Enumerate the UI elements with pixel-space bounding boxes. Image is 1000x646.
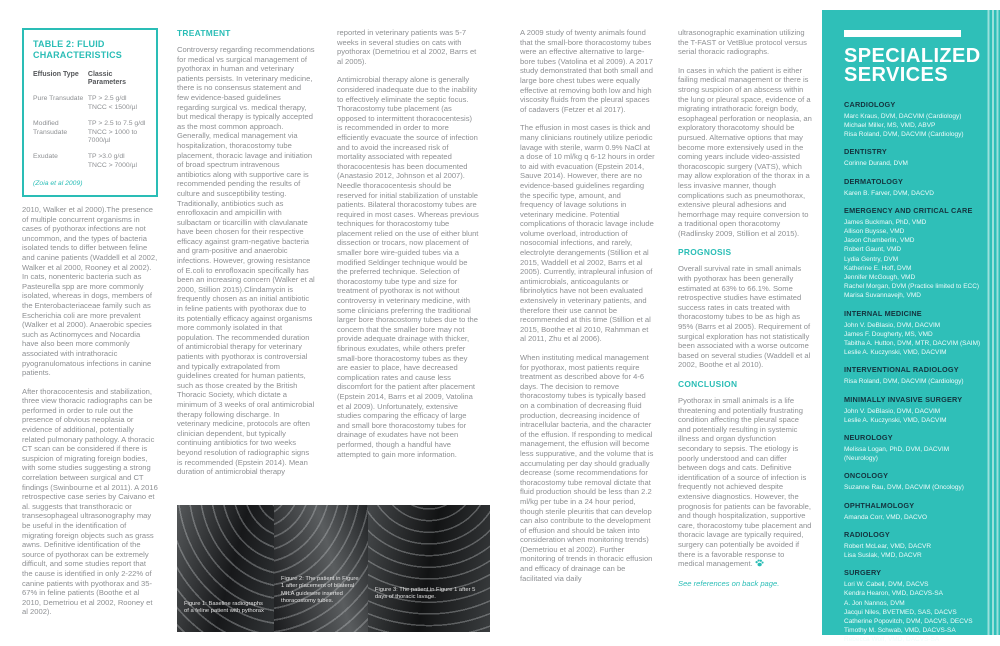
classic-parameters-cell	[88, 153, 150, 171]
body-paragraph: Pyothorax in small animals is a life threatening and potentially frustrating condition affecting the pleural space and potentially resulting in systemic illness and organ dysfunction secondary to sepsis. The etiology is poorly understood and can differ between dogs and cats. Definitive identification of a source of infection is frequently not achieved despite extensive diagnostics. However, the prognosis for patients can be favorable, and though hospitalization, supportive care, thoracostomy tube placement and thoracic lavage are typically required, surgery can potentially be avoided if there is a favorable response to medical management.	[678, 396, 812, 569]
sidebar-section-heading: OPHTHALMOLOGY	[844, 500, 915, 510]
sidebar-section-heading: CARDIOLOGY	[844, 99, 896, 109]
reference-note: See references on back page.	[678, 578, 780, 588]
doctor-name: Robert McLear, VMD, DACVR	[844, 542, 932, 550]
parameter-line: TNCC < 1500/µl	[87, 103, 137, 111]
section-heading: PROGNOSIS	[678, 247, 732, 258]
sidebar-section-heading: SURGERY	[844, 568, 882, 578]
article-column-3	[337, 28, 479, 468]
section-heading: CONCLUSION	[678, 379, 738, 389]
body-paragraph: In cases in which the patient is either failing medical management or there is strong suspicion of an abscess within the lung or pleural space, evidence of a migrating intrathoracic foreign body, esophageal perforation or neoplasia, an exploratory thoracotomy should be pursued. Alternative options that may become more extensively used in the coming years include video-assisted thoracoscopic surgery (VATS), which may allow exploration of the thorax in a less invasive manner, though complications such as pneumothorax, extensive pleural adhesions and hemorrhage may require conversion to a traditional open thoracotomy (Radlinsky 2009, Stillion et al 2015).	[678, 65, 812, 238]
sidebar-title: SPECIALIZED SERVICES	[844, 45, 981, 87]
classic-parameters-cell	[88, 95, 150, 113]
doctor-name: John V. DeBlasio, DVM, DACVIM	[844, 321, 941, 329]
effusion-type-cell: Modified Transudate	[33, 119, 68, 136]
table-title: TABLE 2: FLUID CHARACTERISTICS	[33, 39, 123, 60]
table-column-header: Effusion Type	[33, 70, 79, 78]
doctor-name: Risa Roland, DVM, DACVIM (Cardiology)	[844, 378, 964, 386]
radiograph-figures	[177, 505, 490, 632]
body-paragraph: When instituting medical management for pyothorax, most patients require treatment as described above for 4-6 days. The decision to remove thoracostomy tubes is typically based on a combination of decreasing fluid production, decreasing incidence of intracellular bacteria, and the character of the effusion. If responding to medical management, the effusion will become less suppurative, and the volume that is accumulating per day should gradually decrease (some recommendations for thoracostomy tube removal dictate that fluid production should be less than 2.2 ml/kg per tube in a 24 hour period, though sterile pleuritis that can develop can also contribute to the development of effusion and should be taken into consideration when monitoring trends) (Demetriou et al 2002). Further monitoring of trends in thoracic effusion and efficacy of drainage can be facilitated via daily	[520, 353, 654, 583]
effusion-type-cell: Pure Transudate	[33, 95, 84, 103]
parameter-line: TNCC > 7000/µl	[87, 162, 137, 170]
doctor-name: Karen B. Farver, DVM, DACVD	[844, 189, 934, 197]
title-accent-bar	[844, 30, 961, 37]
doctor-name: Marisa Suvannavejh, VMD	[844, 292, 921, 300]
parameter-line: TP > 2.5 g/dl	[87, 95, 127, 103]
doctor-name: Melissa Logan, PhD, DVM, DACVIM (Neurology)	[844, 446, 950, 463]
sidebar-section-heading: EMERGENCY AND CRITICAL CARE	[844, 205, 973, 215]
radiograph-image	[274, 505, 368, 632]
figure-caption: Figure 2: The patient in Figure 1 after placement of bilateral MILA guidewire inserted thoracostomy tubes.	[281, 575, 359, 605]
doctor-name: Tabitha A. Hutton, DVM, MTR, DACVIM (SAIM)	[844, 340, 981, 348]
doctor-name: Lydia Gentry, DVM	[844, 255, 899, 263]
radiograph-image	[177, 505, 274, 632]
striped-edge-decoration	[985, 10, 1000, 635]
table-grid	[33, 71, 148, 171]
doctor-name: Michael Miller, MS, VMD, ABVP	[844, 121, 936, 129]
body-paragraph: Antimicrobial therapy alone is generally considered inadequate due to the inability to effectively eliminate the septic focus. Thoracostomy tube placement (as opposed to intermittent thoracocentesis) is recommended in order to more efficiently evacuate the source of infection and to avoid the increased risk of mortality associated with repeated thoracocentesis has been documented (Anastasio 2012, Johnson et al 2007). Needle thoracocentesis should be reserved for initial stabilization of unstable patients. Bilateral thoracostomy tubes are required in most cases. Whereas previous techniques for thoracostomy tube placement relied on the use of either blunt dissection or trocars, now placement of smaller bore wire-guided tubes via a modified Seldinger technique would be the preferred technique. Selection of thoracostomy tube type and size for treatment of pyothorax is not without controversy in veterinary medicine, with some clinicians preferring the traditional larger bore thoracostomy tubes due to the concern that the smaller bore may not provide adequate drainage with thicker, fibrinous exudates, while others prefer small-bore thoracostomy tubes as they are easier to place, have decreased complication rates and cause less discomfort for the patient after placement (Epstein 2014, Barrs et al 2009, Vatolina et al 2009). Unfortunately, extensive studies comparing the efficacy of large and small bore thoracostomy tubes for drainage of exudates have not been performed, though a handful have attempted to gain more information.	[337, 75, 479, 459]
doctor-name: Rebecca Wolf, VMD, DACVS-SA	[844, 636, 940, 644]
doctor-name: Allison Buysse, VMD	[844, 228, 905, 235]
radiograph-image	[368, 505, 490, 632]
parameter-line: TP >3.0 g/dl	[87, 153, 125, 161]
doctor-name: Risa Roland, DVM, DACVIM (Cardiology)	[844, 131, 964, 139]
doctor-name: Robert Gaunt, VMD	[844, 246, 902, 254]
doctor-name: James F. Dougherty, MS, VMD	[844, 330, 933, 338]
doctor-name: Jason Chamberlin, VMD	[844, 237, 915, 245]
doctor-name: James Buckman, PhD, VMD	[844, 218, 927, 226]
body-paragraph: The effusion in most cases is thick and many clinicians routinely utilize periodic lavage with sterile, warm 0.9% NaCl at a dose of 10 ml/kg q 6-12 hours in order to aid with evacuation (Epstein 2014, Sauve 2014). However, there are no evidence-based guidelines regarding the specific type, amount, and frequency of lavage solutions in veterinary medicine. Potential complications of thoracic lavage include volume overload, introduction of nosocomial infections, and rarely, electrolyte derangements (Stillion et al 2015, Waddell et al 2002, Barrs et al 2005). Currently, intrapleural infusion of antimicrobials, anticoagulants or fibrinolytics have not been evaluated extensively in veterinary patients, and therefore their use cannot be recommended at this time (Stillion et al 2015, Boothe et al 2010, Rahmman et al 2011, Zhu et al 2006).	[520, 123, 655, 344]
doctor-name: Leslie A. Kuczynski, VMD, DACVIM	[844, 349, 947, 357]
doctor-name: A. Jon Nannos, DVM	[844, 599, 905, 607]
table-column-header: Classic Parameters	[87, 70, 127, 87]
paw-icon	[755, 559, 764, 570]
parameter-line: TP > 2.5 to 7.5 g/dl	[87, 119, 146, 127]
doctor-name: Lisa Suslak, VMD, DACVR	[844, 552, 922, 560]
doctor-name: Amanda Corr, VMD, DACVO	[844, 513, 928, 521]
fluid-characteristics-table	[22, 28, 158, 197]
body-paragraph: ultrasonographic examination utilizing the T-FAST or VetBlue protocol versus serial thoracic radiographs.	[678, 28, 807, 57]
sidebar-section-heading: RADIOLOGY	[844, 529, 890, 539]
article-column-2	[177, 28, 315, 486]
body-paragraph: 2010, Walker et al 2000).The presence of multiple concurrent organisms in cases of pyothorax infections are not uncommon, and the types of bacteria isolated tends to differ between feline and canine patients (Waddell et al 2002, Walker et al 2000, Rooney et al 2002). In cats, nonenteric bacteria such as Pasteurella spp are more commonly isolated, whereas in dogs, members of the Enterobacteriaceae family such as Escherichia coli are more prevalent (Walker et al 2000). Anaerobic species such as Actinomyces and Nocardia have also been more commonly associated with intrathoracic pyogranulomatous infections in canine patients.	[22, 205, 158, 378]
doctor-name: Suzanne Rau, DVM, DACVIM (Oncology)	[844, 484, 964, 492]
parameter-line: TNCC > 1000 to 7000/µl	[87, 128, 138, 145]
sidebar-sections	[844, 100, 981, 645]
sidebar-section-heading: INTERNAL MEDICINE	[844, 308, 922, 318]
doctor-name: Leslie A. Kuczynski, VMD, DACVIM	[844, 416, 947, 424]
figure-caption: Figure 3: The patient in Figure 1 after 5 days of thoracic lavage.	[374, 586, 476, 601]
body-paragraph: A 2009 study of twenty animals found that the small-bore thoracostomy tubes were an effective alternative to large-bore tubes (Vatolina et al 2009). A 2017 study demonstrated that both small and large bore chest tubes were equally effective at removing both low and high viscosity fluids from the pleural spaces of cadavers (Fetzer et al 2017).	[520, 28, 653, 114]
doctor-name: Kendra Hearon, VMD, DACVS-SA	[844, 590, 943, 598]
article-column-4	[520, 28, 656, 592]
table-citation: (Zoia et al 2009)	[33, 179, 83, 187]
figure-caption: Figure 1: Baseline radiographs of a feline patient with pythorax	[184, 600, 264, 615]
article-column-5	[678, 28, 812, 588]
doctor-name: Timothy M. Schwab, VMD, DACVS-SA	[844, 627, 956, 635]
sidebar-section-heading: DENTISTRY	[844, 147, 887, 157]
classic-parameters-cell	[88, 120, 150, 146]
doctor-name: Rachel Morgan, DVM (Practice limited to ECC)	[844, 283, 980, 291]
body-paragraph: Overall survival rate in small animals with pyothorax has been generally estimated at 63% to 66.1%. Some retrospective studies have estimated success rates in cats treated with thoracostomy tubes to be as high as 95% (Barrs et al 2005). Requirement of surgical exploration has not statistically been associated with a worse outcome based on several studies (Waddell et al 2002, Boothe et al 2010).	[678, 264, 811, 370]
sidebar-section-heading: INTERVENTIONAL RADIOLOGY	[844, 365, 959, 375]
body-paragraph: reported in veterinary patients was 5-7 weeks in several studies on cats with pyothorax (Demetriou et al 2002, Barrs et al 2005).	[337, 28, 477, 66]
sidebar-section-heading: ONCOLOGY	[844, 471, 889, 481]
doctor-name: Corinne Durand, DVM	[844, 160, 908, 168]
section-heading: TREATMENT	[177, 28, 231, 38]
article-column-1	[22, 205, 158, 626]
doctor-name: Jacqui Niles, BVETMED, SAS, DACVS	[844, 608, 957, 616]
sidebar-section-heading: MINIMALLY INVASIVE SURGERY	[844, 394, 963, 404]
effusion-type-cell: Exudate	[33, 153, 58, 161]
doctor-name: Catherine Popovitch, DVM, DACVS, DECVS	[844, 618, 973, 626]
body-paragraph: After thoracocentesis and stabilization, three view thoracic radiographs can be performed in order to rule out the presence of obvious neoplasia or evidence of additional, potentially related pulmonary pathology. A thoracic CT scan can be considered if there is suspicion of migrating foreign bodies, with some studies suggesting a strong correlation between surgical and CT findings (Swinbourne et al 2011). A 2016 retrospective case series by Caivano et al. suggests that transthoracic or transesophageal ultrasonography may be useful in the identification of migrating foreign objects such as grass awns. Definitive identification of the source of pyothorax can be extremely difficult, and some studies report that the cause is identified in only 2-22% of canine patients with pyothorax and 35-67% in feline patients (Boothe et al 2010, Demetriou et al 2002, Rooney et al 2002).	[22, 386, 158, 617]
doctor-name: Lori W. Cabell, DVM, DACVS	[844, 581, 929, 589]
body-paragraph: Controversy regarding recommendations for medical vs surgical management of pyothorax in human and veterinary patients persists. In veterinary medicine, there is no consensus statement and few evidence-based guidelines regarding surgical vs. medical therapy, but medical therapy is typically accepted as the most common approach. Generally, medical management via hospitalization, thoracostomy tube placement, thoracic lavage and initiation of broad spectrum intravenous antibiotics along with supportive care is recommended pending the results of culture and susceptibility testing. Traditionally, antibiotics such as enrofloxacin and ampicillin with sulbactam or ticarcillin with clavulanate have been chosen for their respective efficacy against gram-negative bacteria and gram-positive and anaerobic infections. However, growing resistance of E.coli to enrofloxacin specifically has been an increasing concern (Walker et al 2000, Stillion 2015).Clindamycin is frequently chosen as an initial antibiotic in feline patients with pyothorax due to its potentially efficacy against organisms more commonly isolated in that population. The recommended duration of antimicrobial therapy for veterinary patients with pyothorax is controversial and typically extrapolated from guidelines created for human patients, such as those created by the British Thoracic Society, which dictate a minimum of 3 weeks of oral antimicrobial therapy following discharge. In veterinary medicine, protocols are often clinician dependent, but typically continuing antibiotics for two weeks beyond resolution of radiographic signs is recommended (Epstein 2014). Mean duration of antimicrobial therapy	[177, 45, 315, 477]
sidebar-section-heading: DERMATOLOGY	[844, 176, 904, 186]
doctor-name: John V. DeBlasio, DVM, DACVIM	[844, 407, 941, 415]
doctor-name: Marc Kraus, DVM, DACVIM (Cardiology)	[844, 112, 962, 120]
doctor-name: Katherine E. Hoff, DVM	[844, 264, 912, 272]
doctor-name: Jennifer McGough, VMD	[844, 274, 916, 282]
sidebar-section-heading: NEUROLOGY	[844, 433, 893, 443]
specialized-services-sidebar	[822, 10, 985, 644]
